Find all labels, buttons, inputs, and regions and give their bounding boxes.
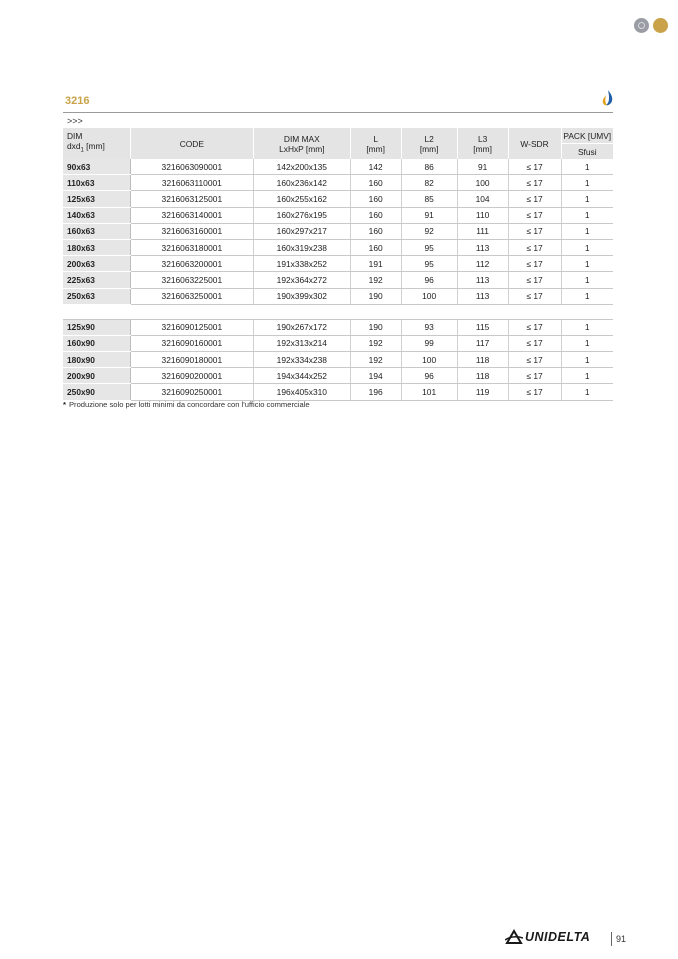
cell-dim: 160x63 [63,223,130,239]
cell-l3: 115 [457,319,508,335]
cell-l2: 93 [401,319,457,335]
cell-dim: 180x63 [63,239,130,255]
cell-code: 3216090160001 [130,335,253,351]
group-spacer-row [63,304,613,319]
cell-pack: 1 [561,335,613,351]
cell-l: 194 [350,368,401,384]
unidelta-logo [505,929,590,945]
cell-l2: 82 [401,175,457,191]
cell-dim-max: 160x255x162 [253,191,350,207]
table-row [63,175,613,191]
cell-l: 191 [350,256,401,272]
title-divider [63,112,613,113]
cell-dim-max: 192x313x214 [253,335,350,351]
cell-code: 3216090180001 [130,352,253,368]
cell-l2: 100 [401,352,457,368]
cell-l3: 111 [457,223,508,239]
cell-code: 3216090200001 [130,368,253,384]
cell-l3: 91 [457,159,508,175]
spacer-cell [561,304,613,319]
cell-pack: 1 [561,288,613,304]
cell-l3: 110 [457,207,508,223]
cell-code: 3216090125001 [130,319,253,335]
cell-dim: 200x63 [63,256,130,272]
gold-circle-icon [653,18,668,33]
cell-w-sdr: ≤ 17 [508,223,561,239]
cell-dim-max: 160x297x217 [253,223,350,239]
cell-pack: 1 [561,256,613,272]
cell-dim-max: 160x276x195 [253,207,350,223]
table-row [63,223,613,239]
header-l3: L3 [mm] [457,128,508,159]
cell-l3: 118 [457,368,508,384]
cell-l2: 96 [401,368,457,384]
product-spec-table [63,128,613,401]
cell-l3: 104 [457,191,508,207]
table-row [63,159,613,175]
table-row [63,239,613,255]
cell-pack: 1 [561,368,613,384]
cell-code: 3216063125001 [130,191,253,207]
table-row [63,207,613,223]
cell-pack: 1 [561,239,613,255]
table-row [63,319,613,335]
header-l2: L2 [mm] [401,128,457,159]
header-pack-sfusi: Sfusi [561,144,613,160]
cell-w-sdr: ≤ 17 [508,335,561,351]
cell-dim: 90x63 [63,159,130,175]
cell-dim-max: 192x334x238 [253,352,350,368]
cell-dim-max: 190x267x172 [253,319,350,335]
footnote-text: Produzione solo per lotti minimi da concordare con l'ufficio commerciale [68,400,310,409]
cell-l3: 112 [457,256,508,272]
table-row [63,384,613,400]
table-row [63,335,613,351]
cell-w-sdr: ≤ 17 [508,288,561,304]
footnote-marker: * [63,400,66,409]
cell-dim-max: 194x344x252 [253,368,350,384]
cell-l2: 85 [401,191,457,207]
cell-w-sdr: ≤ 17 [508,159,561,175]
header-pack: PACK [UMV] [561,128,613,144]
spacer-cell [63,304,130,319]
arrows-marker: >>> [67,116,83,126]
cell-l: 192 [350,335,401,351]
cell-w-sdr: ≤ 17 [508,368,561,384]
cell-dim: 125x90 [63,319,130,335]
table-row [63,352,613,368]
cell-l2: 92 [401,223,457,239]
cell-l: 190 [350,288,401,304]
cell-dim: 250x63 [63,288,130,304]
cell-w-sdr: ≤ 17 [508,175,561,191]
cell-dim: 110x63 [63,175,130,191]
cell-l: 160 [350,223,401,239]
header-dim-max: DIM MAX LxHxP [mm] [253,128,350,159]
cell-l2: 96 [401,272,457,288]
table-body [63,159,613,400]
cell-l2: 99 [401,335,457,351]
cell-dim: 140x63 [63,207,130,223]
cell-dim: 225x63 [63,272,130,288]
cell-dim-max: 196x405x310 [253,384,350,400]
spacer-cell [350,304,401,319]
cell-dim: 180x90 [63,352,130,368]
cell-l3: 100 [457,175,508,191]
cell-code: 3216063090001 [130,159,253,175]
flame-drop-icon [600,89,614,107]
cell-w-sdr: ≤ 17 [508,207,561,223]
cell-dim-max: 142x200x135 [253,159,350,175]
section-code-title: 3216 [65,95,90,107]
cell-w-sdr: ≤ 17 [508,256,561,272]
header-code: CODE [130,128,253,159]
cell-pack: 1 [561,272,613,288]
header-dim: DIM dxd$_1$ [mm] [63,128,130,159]
cell-w-sdr: ≤ 17 [508,191,561,207]
cell-pack: 1 [561,223,613,239]
cell-l: 192 [350,352,401,368]
cell-pack: 1 [561,352,613,368]
cell-code: 3216063160001 [130,223,253,239]
grey-circle-icon [634,18,649,33]
cell-l: 160 [350,207,401,223]
cell-l: 160 [350,175,401,191]
cell-l2: 91 [401,207,457,223]
cell-pack: 1 [561,191,613,207]
cell-dim-max: 160x319x238 [253,239,350,255]
cell-w-sdr: ≤ 17 [508,352,561,368]
cell-code: 3216063140001 [130,207,253,223]
cell-l: 160 [350,239,401,255]
footnote [63,400,310,409]
table-row [63,272,613,288]
cell-l2: 101 [401,384,457,400]
cell-l2: 100 [401,288,457,304]
cell-pack: 1 [561,384,613,400]
cell-dim-max: 191x338x252 [253,256,350,272]
spacer-cell [253,304,350,319]
table-row [63,191,613,207]
spacer-cell [130,304,253,319]
cell-dim-max: 192x364x272 [253,272,350,288]
cell-code: 3216063250001 [130,288,253,304]
header-w-sdr: W-SDR [508,128,561,159]
cell-dim: 200x90 [63,368,130,384]
cell-l2: 95 [401,239,457,255]
cell-l3: 113 [457,272,508,288]
cell-pack: 1 [561,207,613,223]
cell-w-sdr: ≤ 17 [508,384,561,400]
cell-l2: 86 [401,159,457,175]
cell-w-sdr: ≤ 17 [508,239,561,255]
cell-l: 190 [350,319,401,335]
cell-pack: 1 [561,159,613,175]
cell-dim: 125x63 [63,191,130,207]
cell-dim-max: 160x236x142 [253,175,350,191]
cell-l2: 95 [401,256,457,272]
brand-name: UNIDELTA [525,930,591,944]
cell-dim-max: 190x399x302 [253,288,350,304]
cell-code: 3216063180001 [130,239,253,255]
unidelta-logo-mark-icon [505,929,523,945]
table-row [63,368,613,384]
cell-pack: 1 [561,319,613,335]
cell-l3: 118 [457,352,508,368]
table-row [63,288,613,304]
table-row [63,256,613,272]
cell-l: 160 [350,191,401,207]
cell-code: 3216063110001 [130,175,253,191]
cell-code: 3216063225001 [130,272,253,288]
cell-pack: 1 [561,175,613,191]
cell-code: 3216063200001 [130,256,253,272]
page-number-divider [611,932,612,946]
cell-dim: 160x90 [63,335,130,351]
cell-l3: 113 [457,239,508,255]
cell-l3: 117 [457,335,508,351]
cell-code: 3216090250001 [130,384,253,400]
cell-l: 142 [350,159,401,175]
cell-l: 196 [350,384,401,400]
cell-w-sdr: ≤ 17 [508,272,561,288]
cell-l3: 119 [457,384,508,400]
cell-dim: 250x90 [63,384,130,400]
spacer-cell [508,304,561,319]
header-l: L [mm] [350,128,401,159]
cell-l3: 113 [457,288,508,304]
cell-l: 192 [350,272,401,288]
page-number: 91 [616,934,627,944]
cell-w-sdr: ≤ 17 [508,319,561,335]
page-corner-markers [634,18,668,33]
spacer-cell [457,304,508,319]
spacer-cell [401,304,457,319]
